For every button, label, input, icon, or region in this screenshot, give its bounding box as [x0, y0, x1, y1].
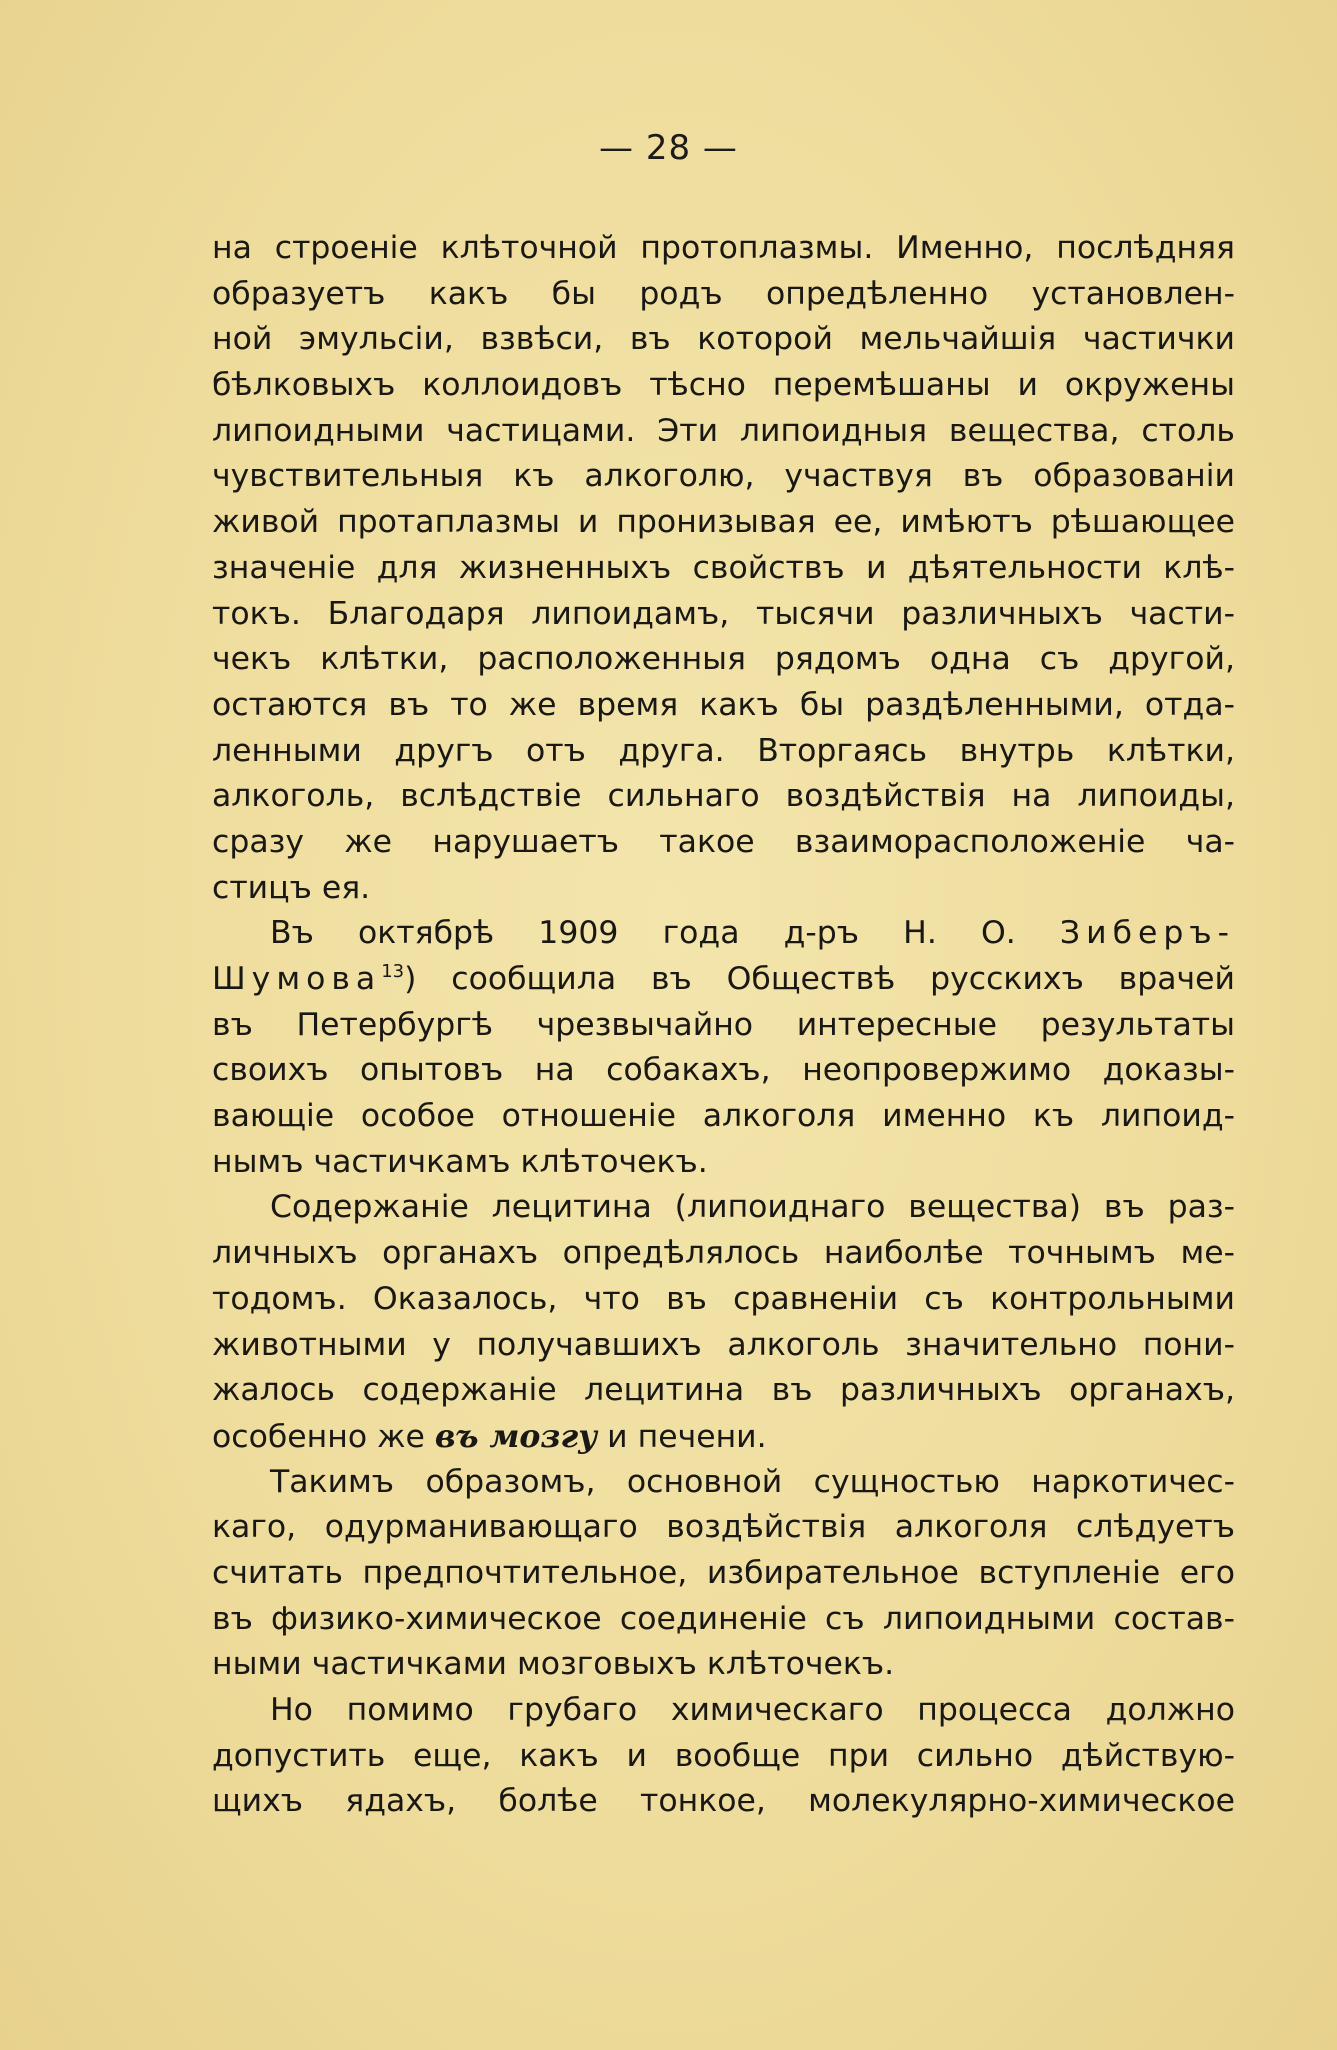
- text-line: образуетъ какъ бы родъ опредѣленно установлен-: [212, 275, 1235, 312]
- text-line: считать предпочтительное, избирательное вступленіе его: [212, 1554, 1235, 1591]
- text-line: нымъ частичкамъ клѣточекъ.: [212, 1143, 708, 1180]
- text-fragment: особенно же: [212, 1418, 425, 1455]
- text-line: сразу же нарушаетъ такое взаиморасположеніе ча-: [212, 823, 1235, 860]
- text-line: щихъ ядахъ, болѣе тонкое, молекулярно-химическое: [212, 1783, 1235, 1820]
- spaced-author-name: Зиберъ-: [1059, 915, 1235, 952]
- text-line: Содержаніе лецитина (липоиднаго вещества) въ раз-: [270, 1189, 1235, 1226]
- text-line: Но помимо грубаго химическаго процесса должно: [270, 1692, 1235, 1728]
- text-line: тодомъ. Оказалось, что въ сравненіи съ контрольными: [212, 1280, 1235, 1317]
- text-line: ленными другъ отъ друга. Вторгаясь внутрь клѣтки,: [212, 732, 1235, 769]
- text-line: [212, 1414, 1235, 1460]
- text-line: личныхъ органахъ опредѣлялось наиболѣе точнымъ ме-: [212, 1235, 1235, 1272]
- text-line: Такимъ образомъ, основной сущностью наркотичес-: [270, 1463, 1235, 1500]
- text-line: ной эмульсіи, взвѣси, въ которой мельчайшія частички: [212, 321, 1235, 358]
- spaced-author-name: Шумова: [212, 961, 382, 997]
- text-line: на строеніе клѣточной протоплазмы. Именно, послѣдняя: [212, 230, 1235, 266]
- text-line: ными частичками мозговыхъ клѣточекъ.: [212, 1646, 895, 1683]
- text-line: [212, 911, 1235, 957]
- footnote-reference: 13: [381, 961, 405, 982]
- text-line: чекъ клѣтки, расположенныя рядомъ одна съ другой,: [212, 641, 1235, 678]
- text-line: въ физико-химическое соединеніе съ липоидными состав-: [212, 1600, 1235, 1637]
- text-line: бѣлковыхъ коллоидовъ тѣсно перемѣшаны и окружены: [212, 367, 1235, 404]
- text-line: значеніе для жизненныхъ свойствъ и дѣятельности клѣ-: [212, 549, 1235, 586]
- text-line: въ Петербургѣ чрезвычайно интересные результаты: [212, 1006, 1235, 1043]
- text-fragment: ) сообщила въ Обществѣ русскихъ врачей: [404, 961, 1235, 997]
- text-fragment: и печени.: [607, 1418, 767, 1455]
- italic-emphasis: въ мозгу: [434, 1417, 598, 1455]
- text-line: чувствительныя къ алкоголю, участвуя въ образованіи: [212, 458, 1235, 495]
- text-fragment: Въ октябрѣ 1909 года д-ръ Н. О.: [270, 915, 1016, 952]
- text-line: допустить еще, какъ и вообще при сильно дѣйствую-: [212, 1737, 1235, 1774]
- text-line: остаются въ то же время какъ бы раздѣленными, отда-: [212, 686, 1235, 723]
- text-line: липоидными частицами. Эти липоидныя вещества, столь: [212, 412, 1235, 449]
- text-line: живой протаплазмы и пронизывая ее, имѣютъ рѣшающее: [212, 504, 1235, 541]
- text-line: [212, 957, 1235, 1003]
- text-line: жалось содержаніе лецитина въ различныхъ органахъ,: [212, 1372, 1235, 1409]
- text-line: стицъ ея.: [212, 869, 371, 906]
- text-line: алкоголь, вслѣдствіе сильнаго воздѣйствія на липоиды,: [212, 778, 1235, 815]
- text-line: животными у получавшихъ алкоголь значительно пони-: [212, 1326, 1235, 1363]
- page-number: — 28 —: [599, 128, 738, 168]
- text-line: токъ. Благодаря липоидамъ, тысячи различныхъ части-: [212, 595, 1235, 632]
- text-line: каго, одурманивающаго воздѣйствія алкоголя слѣдуетъ: [212, 1509, 1235, 1546]
- body-text: [212, 226, 1235, 1825]
- text-line: своихъ опытовъ на собакахъ, неопровержимо доказы-: [212, 1052, 1235, 1089]
- text-line: вающіе особое отношеніе алкоголя именно къ липоид-: [212, 1098, 1235, 1135]
